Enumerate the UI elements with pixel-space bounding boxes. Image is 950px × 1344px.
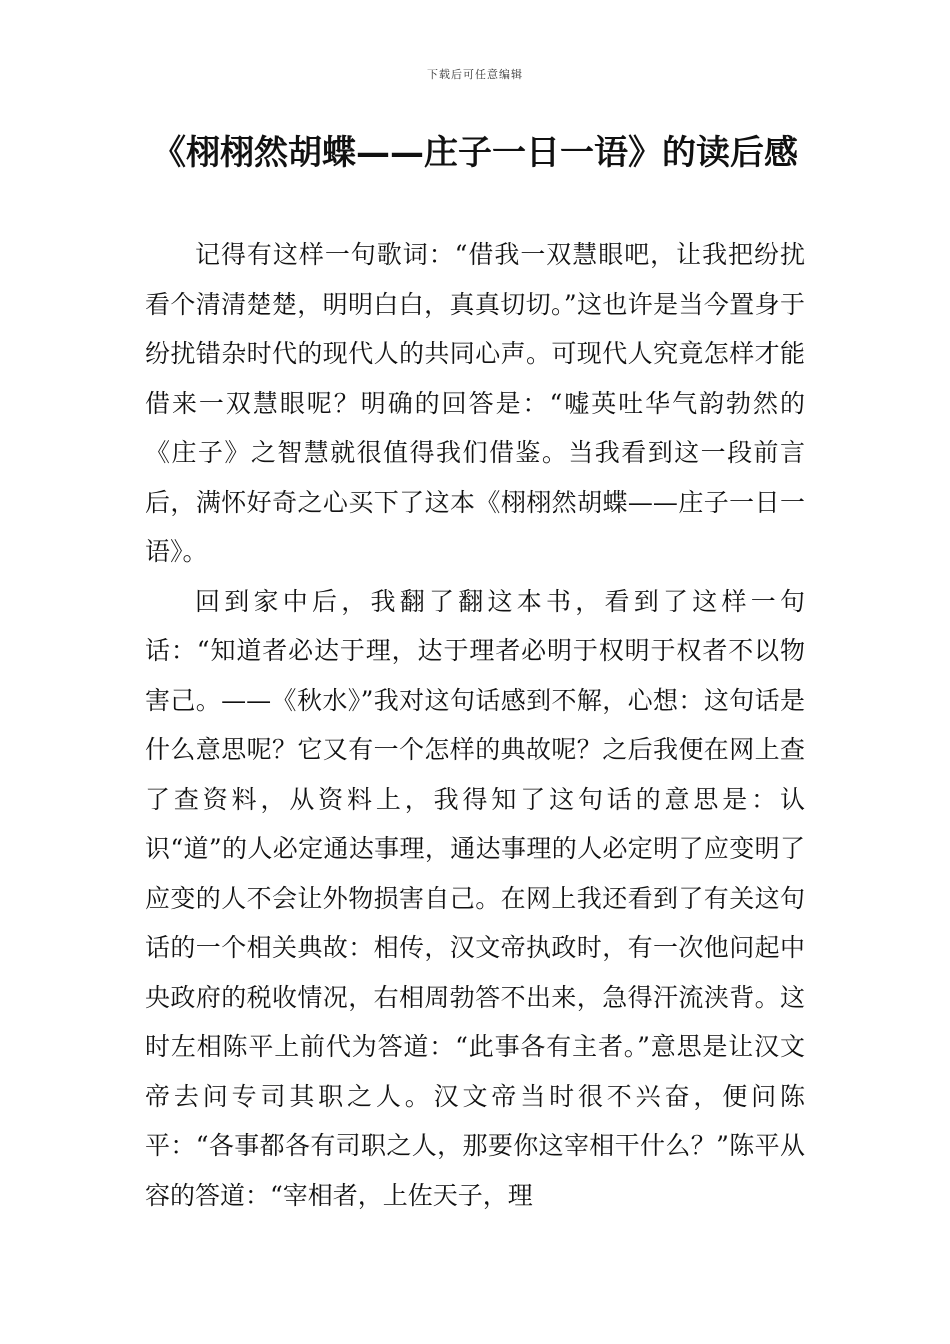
paragraph-1: 记得有这样一句歌词：“借我一双慧眼吧，让我把纷扰看个清清楚楚，明明白白，真真切切。”这也许是当今置身于纷扰错杂时代的现代人的共同心声。可现代人究竟怎样才能借来一双慧眼呢？明确的回答是：“嘘英吐华气韵勃然的《庄子》之智慧就很值得我们借鉴。当我看到这一段前言后，满怀好奇之心买下了这本《栩栩然胡蝶——庄子一日一语》。 [145, 240, 805, 566]
header-note: 下载后可任意编辑 [427, 68, 523, 81]
document-title: 《栩栩然胡蝶——庄子一日一语》的读后感 [152, 133, 798, 173]
paragraph-2: 回到家中后，我翻了翻这本书，看到了这样一句话：“知道者必达于理，达于理者必明于权明于权者不以物害己。——《秋水》”我对这句话感到不解，心想：这句话是什么意思呢？它又有一个怎样的典故呢？之后我便在网上查了查资料，从资料上，我得知了这句话的意思是：认识“道”的人必定通达事理，通达事理的人必定明了应变明了应变的人不会让外物损害自己。在网上我还看到了有关这句话的一个相关典故：相传，汉文帝执政时，有一次他问起中央政府的税收情况，右相周勃答不出来，急得汗流浃背。这时左相陈平上前代为答道：“此事各有主者。”意思是让汉文帝去问专司其职之人。汉文帝当时很不兴奋，便问陈平：“各事都各有司职之人，那要你这宰相干什么？”陈平从容的答道：“宰相者，上佐天子，理 [145, 586, 805, 1210]
document-body [145, 230, 805, 1220]
